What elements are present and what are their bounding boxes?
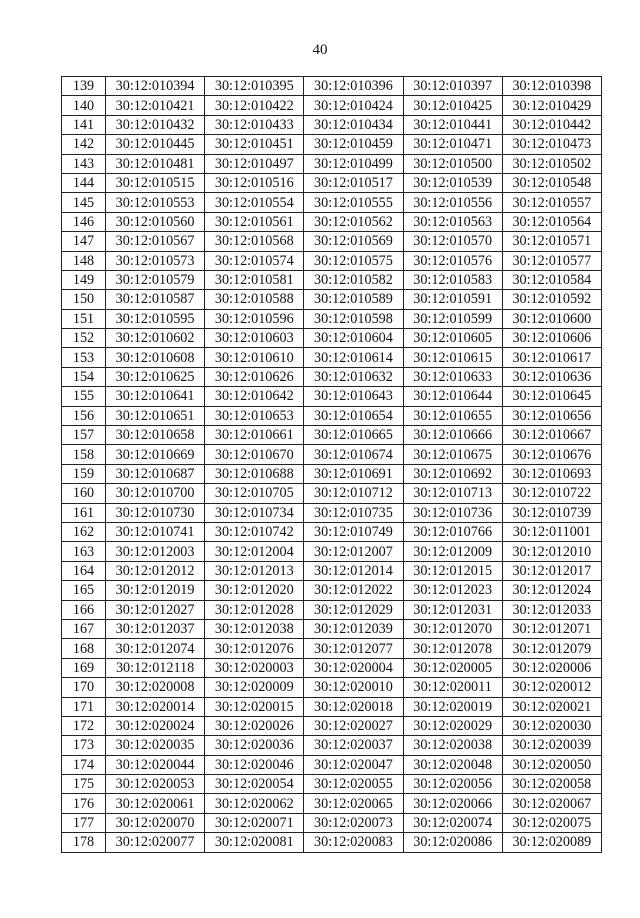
table-row	[62, 329, 602, 348]
cadastral-number-cell: 30:12:020067	[502, 794, 601, 813]
cadastral-number-cell: 30:12:012070	[403, 619, 502, 638]
cadastral-number-cell: 30:12:010394	[106, 77, 205, 96]
cadastral-number-cell: 30:12:010603	[205, 329, 304, 348]
cadastral-numbers-table	[61, 76, 602, 853]
cadastral-number-cell: 30:12:020008	[106, 678, 205, 697]
cadastral-number-cell: 30:12:010573	[106, 251, 205, 270]
cadastral-number-cell: 30:12:012013	[205, 561, 304, 580]
cadastral-number-cell: 30:12:012022	[304, 581, 403, 600]
cadastral-number-cell: 30:12:020019	[403, 697, 502, 716]
cadastral-number-cell: 30:12:010661	[205, 426, 304, 445]
cadastral-number-cell: 30:12:010421	[106, 96, 205, 115]
cadastral-number-cell: 30:12:010557	[502, 193, 601, 212]
cadastral-number-cell: 30:12:010643	[304, 387, 403, 406]
cadastral-number-cell: 30:12:010749	[304, 522, 403, 541]
cadastral-number-cell: 30:12:012009	[403, 542, 502, 561]
cadastral-number-cell: 30:12:010606	[502, 329, 601, 348]
cadastral-number-cell: 30:12:012029	[304, 600, 403, 619]
cadastral-number-cell: 30:12:020053	[106, 775, 205, 794]
cadastral-number-cell: 30:12:020014	[106, 697, 205, 716]
cadastral-number-cell: 30:12:012003	[106, 542, 205, 561]
table-row	[62, 445, 602, 464]
cadastral-number-cell: 30:12:010598	[304, 309, 403, 328]
cadastral-number-cell: 30:12:020003	[205, 658, 304, 677]
cadastral-number-cell: 30:12:012033	[502, 600, 601, 619]
cadastral-number-cell: 30:12:010735	[304, 503, 403, 522]
row-number-cell: 171	[62, 697, 106, 716]
cadastral-number-cell: 30:12:010577	[502, 251, 601, 270]
row-number-cell: 157	[62, 426, 106, 445]
cadastral-number-cell: 30:12:020089	[502, 833, 601, 852]
table-row	[62, 755, 602, 774]
cadastral-number-cell: 30:12:010564	[502, 212, 601, 231]
table-row	[62, 775, 602, 794]
cadastral-number-cell: 30:12:010674	[304, 445, 403, 464]
cadastral-number-cell: 30:12:010636	[502, 367, 601, 386]
row-number-cell: 163	[62, 542, 106, 561]
row-number-cell: 150	[62, 290, 106, 309]
cadastral-number-cell: 30:12:010561	[205, 212, 304, 231]
cadastral-number-cell: 30:12:010584	[502, 270, 601, 289]
cadastral-number-cell: 30:12:010626	[205, 367, 304, 386]
table-row	[62, 270, 602, 289]
row-number-cell: 164	[62, 561, 106, 580]
cadastral-number-cell: 30:12:020027	[304, 716, 403, 735]
cadastral-number-cell: 30:12:020029	[403, 716, 502, 735]
table-row	[62, 96, 602, 115]
cadastral-number-cell: 30:12:020011	[403, 678, 502, 697]
cadastral-number-cell: 30:12:010625	[106, 367, 205, 386]
cadastral-number-cell: 30:12:010734	[205, 503, 304, 522]
cadastral-number-cell: 30:12:020071	[205, 813, 304, 832]
cadastral-number-cell: 30:12:010451	[205, 135, 304, 154]
row-number-cell: 173	[62, 736, 106, 755]
cadastral-number-cell: 30:12:010548	[502, 173, 601, 192]
cadastral-number-cell: 30:12:012039	[304, 619, 403, 638]
table-row	[62, 348, 602, 367]
cadastral-number-cell: 30:12:010666	[403, 426, 502, 445]
cadastral-number-cell: 30:12:020061	[106, 794, 205, 813]
cadastral-number-cell: 30:12:012010	[502, 542, 601, 561]
cadastral-number-cell: 30:12:020048	[403, 755, 502, 774]
row-number-cell: 153	[62, 348, 106, 367]
cadastral-number-cell: 30:12:020004	[304, 658, 403, 677]
table-row	[62, 581, 602, 600]
cadastral-number-cell: 30:12:010567	[106, 232, 205, 251]
cadastral-number-cell: 30:12:012007	[304, 542, 403, 561]
cadastral-number-cell: 30:12:010654	[304, 406, 403, 425]
cadastral-number-cell: 30:12:020055	[304, 775, 403, 794]
cadastral-number-cell: 30:12:010576	[403, 251, 502, 270]
table-row	[62, 135, 602, 154]
table-body	[62, 77, 602, 853]
table-row	[62, 561, 602, 580]
cadastral-number-cell: 30:12:010429	[502, 96, 601, 115]
cadastral-number-cell: 30:12:010433	[205, 115, 304, 134]
cadastral-number-cell: 30:12:010641	[106, 387, 205, 406]
cadastral-number-cell: 30:12:012012	[106, 561, 205, 580]
row-number-cell: 160	[62, 484, 106, 503]
cadastral-number-cell: 30:12:020015	[205, 697, 304, 716]
cadastral-number-cell: 30:12:010396	[304, 77, 403, 96]
cadastral-number-cell: 30:12:010651	[106, 406, 205, 425]
table-row	[62, 619, 602, 638]
cadastral-number-cell: 30:12:010675	[403, 445, 502, 464]
cadastral-number-cell: 30:12:010739	[502, 503, 601, 522]
cadastral-number-cell: 30:12:010592	[502, 290, 601, 309]
cadastral-number-cell: 30:12:012014	[304, 561, 403, 580]
row-number-cell: 156	[62, 406, 106, 425]
cadastral-number-cell: 30:12:020081	[205, 833, 304, 852]
cadastral-number-cell: 30:12:010553	[106, 193, 205, 212]
cadastral-number-cell: 30:12:012031	[403, 600, 502, 619]
cadastral-number-cell: 30:12:010555	[304, 193, 403, 212]
table-row	[62, 678, 602, 697]
cadastral-number-cell: 30:12:012023	[403, 581, 502, 600]
cadastral-number-cell: 30:12:020037	[304, 736, 403, 755]
cadastral-number-cell: 30:12:010588	[205, 290, 304, 309]
cadastral-number-cell: 30:12:010766	[403, 522, 502, 541]
row-number-cell: 176	[62, 794, 106, 813]
cadastral-number-cell: 30:12:020047	[304, 755, 403, 774]
cadastral-number-cell: 30:12:010579	[106, 270, 205, 289]
cadastral-number-cell: 30:12:010653	[205, 406, 304, 425]
cadastral-number-cell: 30:12:010556	[403, 193, 502, 212]
cadastral-number-cell: 30:12:020058	[502, 775, 601, 794]
cadastral-number-cell: 30:12:012071	[502, 619, 601, 638]
cadastral-number-cell: 30:12:010517	[304, 173, 403, 192]
cadastral-number-cell: 30:12:012078	[403, 639, 502, 658]
table-row	[62, 290, 602, 309]
cadastral-number-cell: 30:12:010656	[502, 406, 601, 425]
cadastral-number-cell: 30:12:010608	[106, 348, 205, 367]
cadastral-number-cell: 30:12:010595	[106, 309, 205, 328]
cadastral-number-cell: 30:12:012079	[502, 639, 601, 658]
cadastral-number-cell: 30:12:012076	[205, 639, 304, 658]
table-row	[62, 503, 602, 522]
cadastral-number-cell: 30:12:010645	[502, 387, 601, 406]
row-number-cell: 161	[62, 503, 106, 522]
row-number-cell: 144	[62, 173, 106, 192]
table-row	[62, 193, 602, 212]
cadastral-number-cell: 30:12:010670	[205, 445, 304, 464]
cadastral-number-cell: 30:12:010730	[106, 503, 205, 522]
cadastral-number-cell: 30:12:010560	[106, 212, 205, 231]
cadastral-number-cell: 30:12:010705	[205, 484, 304, 503]
cadastral-number-cell: 30:12:020036	[205, 736, 304, 755]
cadastral-number-cell: 30:12:012027	[106, 600, 205, 619]
cadastral-number-cell: 30:12:010422	[205, 96, 304, 115]
cadastral-number-cell: 30:12:010741	[106, 522, 205, 541]
cadastral-number-cell: 30:12:020046	[205, 755, 304, 774]
cadastral-number-cell: 30:12:020062	[205, 794, 304, 813]
cadastral-number-cell: 30:12:010596	[205, 309, 304, 328]
cadastral-number-cell: 30:12:010571	[502, 232, 601, 251]
row-number-cell: 139	[62, 77, 106, 96]
cadastral-number-cell: 30:12:010614	[304, 348, 403, 367]
cadastral-number-cell: 30:12:010617	[502, 348, 601, 367]
cadastral-number-cell: 30:12:010665	[304, 426, 403, 445]
table-row	[62, 212, 602, 231]
cadastral-number-cell: 30:12:010459	[304, 135, 403, 154]
cadastral-number-cell: 30:12:010398	[502, 77, 601, 96]
cadastral-number-cell: 30:12:020070	[106, 813, 205, 832]
table-row	[62, 542, 602, 561]
row-number-cell: 155	[62, 387, 106, 406]
cadastral-number-cell: 30:12:010554	[205, 193, 304, 212]
table-row	[62, 251, 602, 270]
cadastral-number-cell: 30:12:010583	[403, 270, 502, 289]
cadastral-number-cell: 30:12:010581	[205, 270, 304, 289]
cadastral-number-cell: 30:12:010722	[502, 484, 601, 503]
cadastral-number-cell: 30:12:011001	[502, 522, 601, 541]
row-number-cell: 140	[62, 96, 106, 115]
cadastral-number-cell: 30:12:010562	[304, 212, 403, 231]
table-row	[62, 600, 602, 619]
cadastral-number-cell: 30:12:010589	[304, 290, 403, 309]
table-row	[62, 813, 602, 832]
cadastral-number-cell: 30:12:010445	[106, 135, 205, 154]
cadastral-number-cell: 30:12:020035	[106, 736, 205, 755]
cadastral-number-cell: 30:12:010667	[502, 426, 601, 445]
cadastral-number-cell: 30:12:020010	[304, 678, 403, 697]
page-number: 40	[312, 42, 328, 58]
cadastral-number-cell: 30:12:010582	[304, 270, 403, 289]
row-number-cell: 149	[62, 270, 106, 289]
cadastral-number-cell: 30:12:010676	[502, 445, 601, 464]
cadastral-number-cell: 30:12:012118	[106, 658, 205, 677]
row-number-cell: 146	[62, 212, 106, 231]
cadastral-number-cell: 30:12:020086	[403, 833, 502, 852]
row-number-cell: 158	[62, 445, 106, 464]
table-row	[62, 406, 602, 425]
table-row	[62, 173, 602, 192]
row-number-cell: 142	[62, 135, 106, 154]
cadastral-number-cell: 30:12:010669	[106, 445, 205, 464]
table-row	[62, 639, 602, 658]
row-number-cell: 177	[62, 813, 106, 832]
row-number-cell: 145	[62, 193, 106, 212]
cadastral-number-cell: 30:12:020026	[205, 716, 304, 735]
row-number-cell: 168	[62, 639, 106, 658]
cadastral-number-cell: 30:12:010563	[403, 212, 502, 231]
cadastral-number-cell: 30:12:012015	[403, 561, 502, 580]
cadastral-number-cell: 30:12:020083	[304, 833, 403, 852]
cadastral-number-cell: 30:12:020009	[205, 678, 304, 697]
table-row	[62, 716, 602, 735]
cadastral-number-cell: 30:12:010605	[403, 329, 502, 348]
cadastral-number-cell: 30:12:010604	[304, 329, 403, 348]
row-number-cell: 178	[62, 833, 106, 852]
cadastral-number-cell: 30:12:010569	[304, 232, 403, 251]
cadastral-number-cell: 30:12:012019	[106, 581, 205, 600]
table-row	[62, 426, 602, 445]
table-row	[62, 522, 602, 541]
cadastral-number-cell: 30:12:020006	[502, 658, 601, 677]
cadastral-number-cell: 30:12:020077	[106, 833, 205, 852]
cadastral-number-cell: 30:12:010539	[403, 173, 502, 192]
row-number-cell: 154	[62, 367, 106, 386]
cadastral-number-cell: 30:12:020005	[403, 658, 502, 677]
cadastral-number-cell: 30:12:010642	[205, 387, 304, 406]
cadastral-number-cell: 30:12:012017	[502, 561, 601, 580]
cadastral-number-cell: 30:12:012038	[205, 619, 304, 638]
cadastral-number-cell: 30:12:020038	[403, 736, 502, 755]
cadastral-number-cell: 30:12:010425	[403, 96, 502, 115]
cadastral-number-cell: 30:12:010502	[502, 154, 601, 173]
row-number-cell: 147	[62, 232, 106, 251]
table-row	[62, 697, 602, 716]
cadastral-number-cell: 30:12:010700	[106, 484, 205, 503]
table-row	[62, 367, 602, 386]
table-row	[62, 77, 602, 96]
table-row	[62, 115, 602, 134]
cadastral-number-cell: 30:12:020021	[502, 697, 601, 716]
table-row	[62, 736, 602, 755]
cadastral-number-cell: 30:12:020066	[403, 794, 502, 813]
cadastral-number-cell: 30:12:010497	[205, 154, 304, 173]
cadastral-number-cell: 30:12:010473	[502, 135, 601, 154]
cadastral-number-cell: 30:12:020012	[502, 678, 601, 697]
row-number-cell: 159	[62, 464, 106, 483]
row-number-cell: 148	[62, 251, 106, 270]
cadastral-number-cell: 30:12:010687	[106, 464, 205, 483]
row-number-cell: 167	[62, 619, 106, 638]
cadastral-number-cell: 30:12:010442	[502, 115, 601, 134]
cadastral-number-cell: 30:12:012020	[205, 581, 304, 600]
cadastral-number-cell: 30:12:010691	[304, 464, 403, 483]
cadastral-number-cell: 30:12:010516	[205, 173, 304, 192]
cadastral-number-cell: 30:12:010591	[403, 290, 502, 309]
row-number-cell: 172	[62, 716, 106, 735]
cadastral-number-cell: 30:12:012077	[304, 639, 403, 658]
cadastral-number-cell: 30:12:010424	[304, 96, 403, 115]
cadastral-number-cell: 30:12:010568	[205, 232, 304, 251]
cadastral-number-cell: 30:12:020050	[502, 755, 601, 774]
cadastral-number-cell: 30:12:020044	[106, 755, 205, 774]
cadastral-number-cell: 30:12:010570	[403, 232, 502, 251]
cadastral-number-cell: 30:12:010693	[502, 464, 601, 483]
cadastral-number-cell: 30:12:010610	[205, 348, 304, 367]
cadastral-number-cell: 30:12:020024	[106, 716, 205, 735]
cadastral-number-cell: 30:12:010481	[106, 154, 205, 173]
cadastral-number-cell: 30:12:010632	[304, 367, 403, 386]
cadastral-number-cell: 30:12:010658	[106, 426, 205, 445]
row-number-cell: 165	[62, 581, 106, 600]
table-row	[62, 232, 602, 251]
cadastral-number-cell: 30:12:010602	[106, 329, 205, 348]
cadastral-number-cell: 30:12:010712	[304, 484, 403, 503]
row-number-cell: 166	[62, 600, 106, 619]
cadastral-number-cell: 30:12:010397	[403, 77, 502, 96]
row-number-cell: 170	[62, 678, 106, 697]
table-row	[62, 794, 602, 813]
cadastral-number-cell: 30:12:010471	[403, 135, 502, 154]
cadastral-number-cell: 30:12:010432	[106, 115, 205, 134]
cadastral-number-cell: 30:12:010692	[403, 464, 502, 483]
table-row	[62, 833, 602, 852]
cadastral-number-cell: 30:12:010736	[403, 503, 502, 522]
cadastral-number-cell: 30:12:010500	[403, 154, 502, 173]
cadastral-number-cell: 30:12:012074	[106, 639, 205, 658]
cadastral-number-cell: 30:12:012028	[205, 600, 304, 619]
row-number-cell: 162	[62, 522, 106, 541]
cadastral-number-cell: 30:12:010441	[403, 115, 502, 134]
row-number-cell: 152	[62, 329, 106, 348]
cadastral-number-cell: 30:12:010574	[205, 251, 304, 270]
cadastral-number-cell: 30:12:010713	[403, 484, 502, 503]
cadastral-number-cell: 30:12:010688	[205, 464, 304, 483]
cadastral-number-cell: 30:12:010655	[403, 406, 502, 425]
row-number-cell: 141	[62, 115, 106, 134]
cadastral-number-cell: 30:12:010633	[403, 367, 502, 386]
table-row	[62, 154, 602, 173]
table-row	[62, 658, 602, 677]
cadastral-number-cell: 30:12:020075	[502, 813, 601, 832]
table-row	[62, 464, 602, 483]
cadastral-number-cell: 30:12:012024	[502, 581, 601, 600]
cadastral-number-cell: 30:12:010615	[403, 348, 502, 367]
cadastral-number-cell: 30:12:010644	[403, 387, 502, 406]
cadastral-number-cell: 30:12:020056	[403, 775, 502, 794]
cadastral-number-cell: 30:12:020054	[205, 775, 304, 794]
cadastral-number-cell: 30:12:010587	[106, 290, 205, 309]
cadastral-number-cell: 30:12:020065	[304, 794, 403, 813]
cadastral-number-cell: 30:12:010434	[304, 115, 403, 134]
cadastral-number-cell: 30:12:020030	[502, 716, 601, 735]
cadastral-number-cell: 30:12:010575	[304, 251, 403, 270]
row-number-cell: 169	[62, 658, 106, 677]
cadastral-number-cell: 30:12:020039	[502, 736, 601, 755]
cadastral-number-cell: 30:12:012037	[106, 619, 205, 638]
row-number-cell: 175	[62, 775, 106, 794]
row-number-cell: 174	[62, 755, 106, 774]
cadastral-number-cell: 30:12:020018	[304, 697, 403, 716]
cadastral-number-cell: 30:12:010599	[403, 309, 502, 328]
cadastral-number-cell: 30:12:012004	[205, 542, 304, 561]
row-number-cell: 151	[62, 309, 106, 328]
table-row	[62, 484, 602, 503]
row-number-cell: 143	[62, 154, 106, 173]
cadastral-number-cell: 30:12:010742	[205, 522, 304, 541]
cadastral-number-cell: 30:12:010515	[106, 173, 205, 192]
cadastral-number-cell: 30:12:020074	[403, 813, 502, 832]
table-row	[62, 387, 602, 406]
cadastral-number-cell: 30:12:010600	[502, 309, 601, 328]
cadastral-number-cell: 30:12:010395	[205, 77, 304, 96]
cadastral-number-cell: 30:12:010499	[304, 154, 403, 173]
table-row	[62, 309, 602, 328]
cadastral-number-cell: 30:12:020073	[304, 813, 403, 832]
